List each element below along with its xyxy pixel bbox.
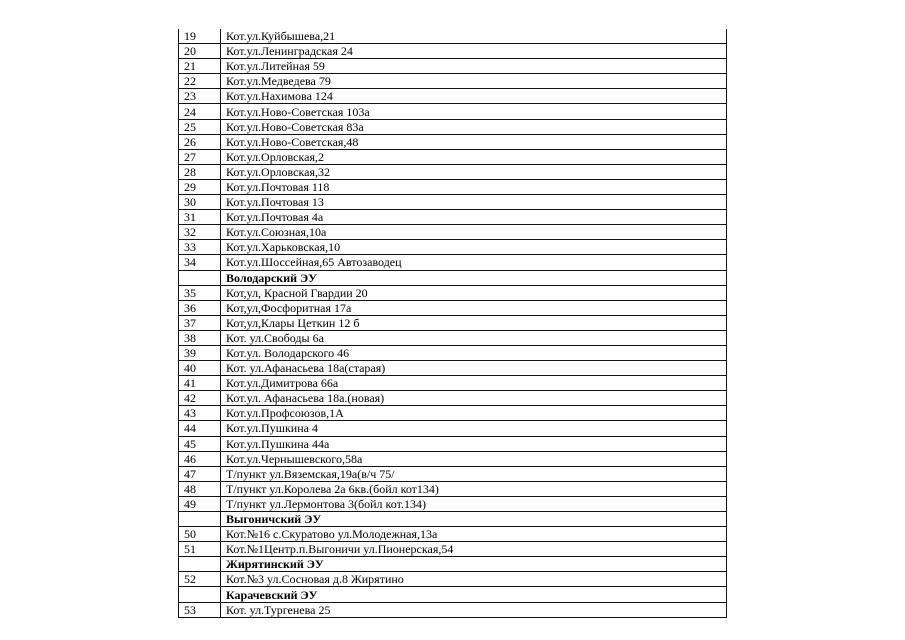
table-row xyxy=(179,59,727,74)
table-row xyxy=(179,195,727,210)
address-cell: Т/пункт ул.Королева 2а 6кв.(бойл кот134) xyxy=(221,481,727,496)
row-number-cell: 29 xyxy=(179,179,221,194)
row-number-cell: 23 xyxy=(179,89,221,104)
address-cell: Кот.№16 с.Скуратово ул.Молодежная,13а xyxy=(221,527,727,542)
table-row xyxy=(179,149,727,164)
section-title-cell: Выгоничский ЭУ xyxy=(221,512,727,527)
row-number-cell: 52 xyxy=(179,572,221,587)
table-row xyxy=(179,179,727,194)
address-cell: Кот.ул.Литейная 59 xyxy=(221,59,727,74)
row-number-cell: 20 xyxy=(179,44,221,59)
row-number-cell: 45 xyxy=(179,436,221,451)
table-row xyxy=(179,255,727,270)
address-cell: Кот.ул. Афанасьева 18а.(новая) xyxy=(221,391,727,406)
row-number-cell: 47 xyxy=(179,466,221,481)
table-row xyxy=(179,436,727,451)
section-header-row xyxy=(179,587,727,602)
address-cell: Кот.ул.Димитрова 66а xyxy=(221,376,727,391)
address-cell: Кот.ул. Володарского 46 xyxy=(221,345,727,360)
row-number-cell: 26 xyxy=(179,134,221,149)
row-number-cell: 30 xyxy=(179,195,221,210)
row-number-cell: 53 xyxy=(179,602,221,617)
table-row xyxy=(179,345,727,360)
table-row xyxy=(179,74,727,89)
row-number-cell: 28 xyxy=(179,164,221,179)
table-row xyxy=(179,119,727,134)
table-row xyxy=(179,421,727,436)
row-number-cell: 44 xyxy=(179,421,221,436)
table-row xyxy=(179,542,727,557)
table-row xyxy=(179,391,727,406)
row-number-cell: 24 xyxy=(179,104,221,119)
row-number-cell xyxy=(179,270,221,285)
address-cell: Кот.ул.Ново-Советская 103а xyxy=(221,104,727,119)
address-cell: Кот.ул.Почтовая 13 xyxy=(221,195,727,210)
row-number-cell: 19 xyxy=(179,29,221,44)
row-number-cell: 48 xyxy=(179,481,221,496)
table-row xyxy=(179,481,727,496)
address-cell: Кот.ул.Ново-Советская,48 xyxy=(221,134,727,149)
row-number-cell: 50 xyxy=(179,527,221,542)
row-number-cell: 42 xyxy=(179,391,221,406)
table-row xyxy=(179,89,727,104)
table-body xyxy=(179,29,727,617)
address-cell: Кот.ул.Орловская,2 xyxy=(221,149,727,164)
address-cell: Кот.ул.Почтовая 4а xyxy=(221,210,727,225)
address-cell: Кот.ул.Союзная,10а xyxy=(221,225,727,240)
boiler-address-table xyxy=(178,29,727,618)
address-cell: Кот.ул.Профсоюзов,1А xyxy=(221,406,727,421)
address-cell: Кот.ул.Ново-Советская 83а xyxy=(221,119,727,134)
row-number-cell: 34 xyxy=(179,255,221,270)
row-number-cell: 40 xyxy=(179,361,221,376)
address-cell: Кот.ул.Пушкина 44а xyxy=(221,436,727,451)
table-row xyxy=(179,225,727,240)
address-cell: Кот.ул.Харьковская,10 xyxy=(221,240,727,255)
table-row xyxy=(179,164,727,179)
table-row xyxy=(179,240,727,255)
table-row xyxy=(179,29,727,44)
address-cell: Кот.ул.Орловская,32 xyxy=(221,164,727,179)
section-header-row xyxy=(179,512,727,527)
row-number-cell: 38 xyxy=(179,330,221,345)
table-row xyxy=(179,134,727,149)
address-cell: Кот.ул.Куйбышева,21 xyxy=(221,29,727,44)
table-row xyxy=(179,496,727,511)
address-cell: Кот.ул.Шоссейная,65 Автозаводец xyxy=(221,255,727,270)
row-number-cell: 51 xyxy=(179,542,221,557)
address-cell: Кот.№1Центр.п.Выгоничи ул.Пионерская,54 xyxy=(221,542,727,557)
row-number-cell: 41 xyxy=(179,376,221,391)
row-number-cell: 46 xyxy=(179,451,221,466)
table-row xyxy=(179,330,727,345)
section-header-row xyxy=(179,270,727,285)
table-row xyxy=(179,210,727,225)
address-cell: Кот,ул, Красной Гвардии 20 xyxy=(221,285,727,300)
address-cell: Кот.ул.Медведева 79 xyxy=(221,74,727,89)
table-row xyxy=(179,300,727,315)
table-row xyxy=(179,466,727,481)
table-row xyxy=(179,451,727,466)
address-cell: Кот. ул.Тургенева 25 xyxy=(221,602,727,617)
row-number-cell: 35 xyxy=(179,285,221,300)
address-cell: Кот.№3 ул.Сосновая д.8 Жирятино xyxy=(221,572,727,587)
section-title-cell: Карачевский ЭУ xyxy=(221,587,727,602)
table-row xyxy=(179,376,727,391)
row-number-cell: 32 xyxy=(179,225,221,240)
row-number-cell xyxy=(179,587,221,602)
row-number-cell: 39 xyxy=(179,345,221,360)
row-number-cell: 37 xyxy=(179,315,221,330)
address-cell: Кот,ул,Клары Цеткин 12 б xyxy=(221,315,727,330)
table-row xyxy=(179,315,727,330)
row-number-cell: 49 xyxy=(179,496,221,511)
table-row xyxy=(179,406,727,421)
table-row xyxy=(179,285,727,300)
row-number-cell: 27 xyxy=(179,149,221,164)
address-cell: Кот.ул.Чернышевского,58а xyxy=(221,451,727,466)
address-cell: Кот.ул.Пушкина 4 xyxy=(221,421,727,436)
address-cell: Т/пункт ул.Лермонтова 3(бойл кот.134) xyxy=(221,496,727,511)
row-number-cell: 33 xyxy=(179,240,221,255)
row-number-cell xyxy=(179,512,221,527)
table-row xyxy=(179,44,727,59)
table-row xyxy=(179,602,727,617)
table-row xyxy=(179,527,727,542)
address-cell: Кот. ул.Свободы 6а xyxy=(221,330,727,345)
address-cell: Кот.ул.Нахимова 124 xyxy=(221,89,727,104)
section-header-row xyxy=(179,557,727,572)
address-cell: Кот.ул.Ленинградская 24 xyxy=(221,44,727,59)
section-title-cell: Володарский ЭУ xyxy=(221,270,727,285)
row-number-cell: 25 xyxy=(179,119,221,134)
row-number-cell: 31 xyxy=(179,210,221,225)
table-row xyxy=(179,572,727,587)
address-cell: Кот. ул.Афанасьева 18а(старая) xyxy=(221,361,727,376)
table-row xyxy=(179,361,727,376)
row-number-cell: 21 xyxy=(179,59,221,74)
row-number-cell: 36 xyxy=(179,300,221,315)
table-row xyxy=(179,104,727,119)
address-cell: Кот.ул.Почтовая 118 xyxy=(221,179,727,194)
row-number-cell: 43 xyxy=(179,406,221,421)
section-title-cell: Жирятинский ЭУ xyxy=(221,557,727,572)
row-number-cell: 22 xyxy=(179,74,221,89)
address-cell: Кот,ул,Фосфоритная 17а xyxy=(221,300,727,315)
address-cell: Т/пункт ул.Вяземская,19а(в/ч 75/ xyxy=(221,466,727,481)
row-number-cell xyxy=(179,557,221,572)
